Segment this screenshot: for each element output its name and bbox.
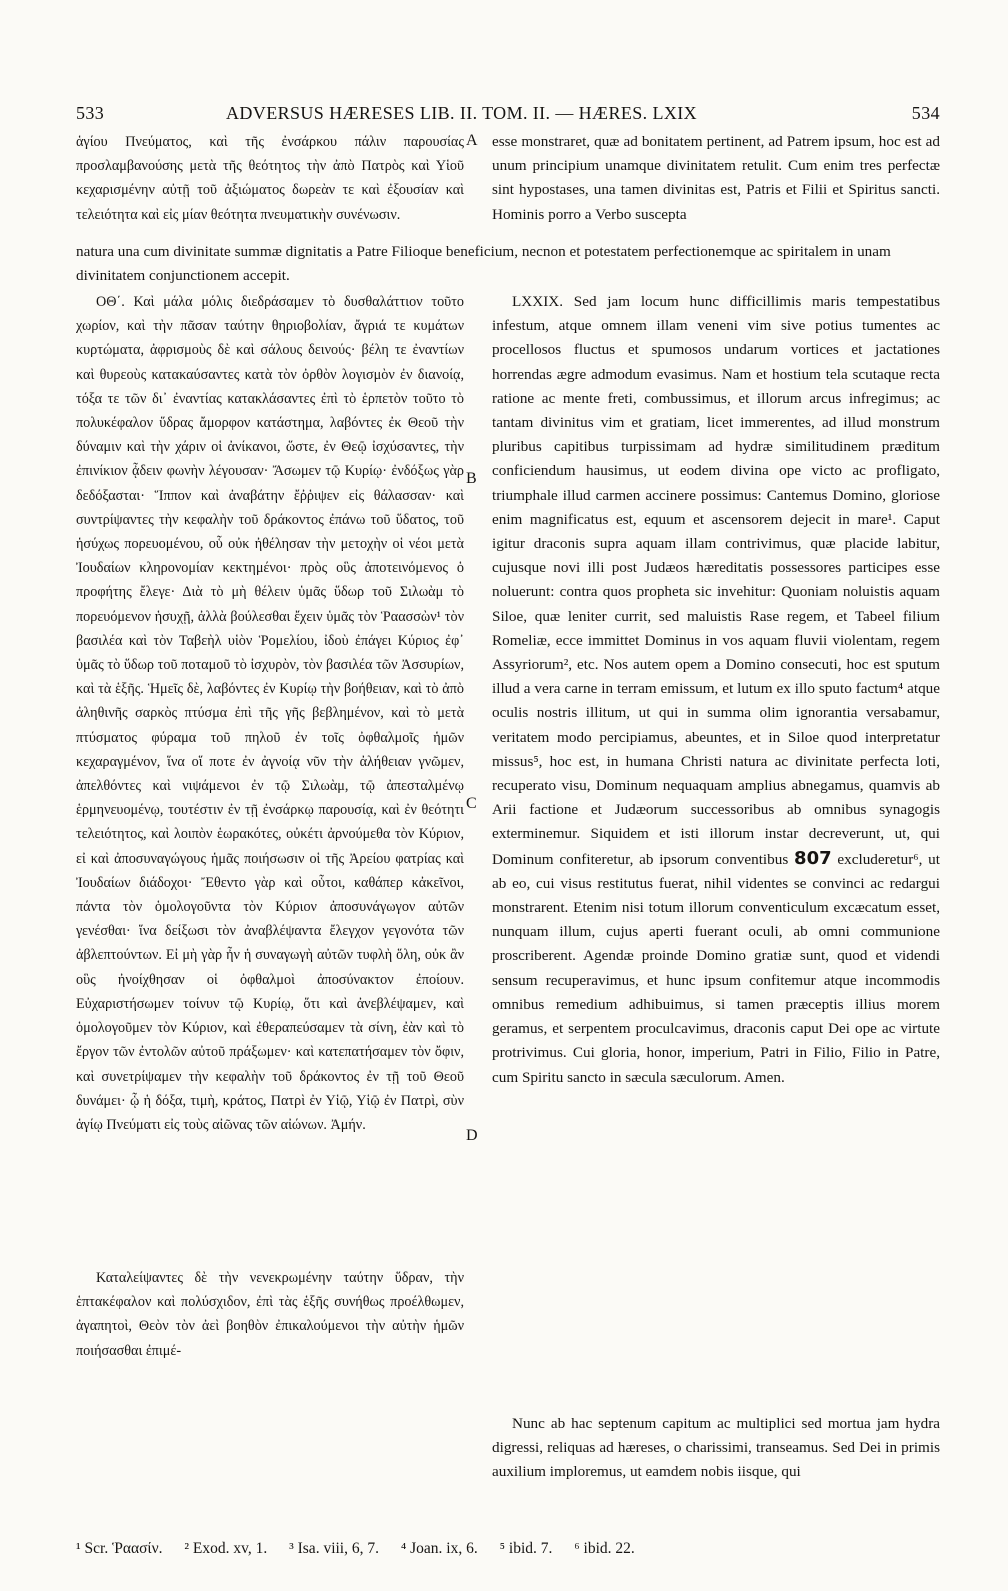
latin-column-top <box>492 130 940 227</box>
latin-main-text: LXXIX. Sed jam locum hunc difficillimis maris tempestatibus infestum, atque omnem illam veneni vim sive potius tumentes ac procellosos fluctus et spumosos undarum vortices et jactationes horrendas ægre admodum evasimus. Nam et hostium tela scutaque recta ratione ac mente freti, combussimus, et illorum arcus infregimus; ac tantam divinitus vim et gratiam, licet immerentes, ad illud monstrum pluribus capitibus turpissimam ad hydræ similitudinem præditum conficiendum hausimus, ut eodem divina ope victo ac profligato, triumphale illud carmen accinere possimus: Cantemus Domino, gloriose enim magnificatus est, equum et ascensorem dejecit in mare¹. Caput igitur draconis supra aquam illam contrivimus, quæ placide labitur, cujusque novi illi post Judæos hæreditatis possessores participes esse noluerunt: contra quos propheta sic invehitur: Quoniam noluistis aquam Siloe, quæ leniter currit, sed maluistis Rase regem, et Tabeel filium Romeliæ, ecce immittet Dominus in vos aquam fluvii violentam, regem Assyriorum², etc. Nos autem opem a Domino consecuti, hoc est sputum illud a vera carne in terram emissum, et lutum ex illo sputo factum⁴ atque oculis nostris illitum, ut qui in summa olim ignorantia versabamur, veritatem modo percipiamus, abeuntes, et in Siloe quod interpretatur missus⁵, hoc est, in humana Christi natura ac divinitate perfecta loti, recuperato visu, Dominum nequaquam amplius abnegamus, quamvis ab Arii factione et Judæorum successoribus ab omnibus synagogis exterminemur. Siquidem et isti illorum instar decreverunt, ut, qui Dominum confiteretur, ab ipsorum conventibus <box>492 293 940 868</box>
latin-column-tail <box>492 1412 940 1485</box>
page-number-left: 533 <box>76 103 105 123</box>
latin-paragraph-main <box>492 290 940 1090</box>
latin-paragraph-top: esse monstraret, quæ ad bonitatem pertinent, ad Patrem ipsum, hoc est ad unum principium unamque divinitatem retulit. Cum enim tres perfectæ sint hypostases, una tamen divinitas est, Patris et Filii et Spiritus sancti. Hominis porro a Verbo suscepta <box>492 133 940 223</box>
greek-column-main <box>76 290 464 1137</box>
greek-paragraph-tail: Καταλείψαντες δὲ τὴν νενεκρωμένην ταύτην ὕδραν, τὴν ἑπτακέφαλον καὶ πολύσχιδον, ἐπὶ τὰς ἑξῆς συνήθως προέλθωμεν, ἀγαπητοὶ, Θεὸν τὸν ἀεὶ βοηθὸν ἐπικαλούμενοι τὴν αὐτὴν ἡμῶν ποιήσασθαι ἐπιμέ- <box>76 1270 464 1359</box>
margin-marker-b: B <box>466 470 477 487</box>
greek-column-top <box>76 130 464 227</box>
footnote-6: ⁶ ibid. 22. <box>574 1540 635 1557</box>
latin-main-text-rest: excluderetur⁶, ut ab eo, cui visus restitutus fuerat, nihil videntes se convinci ac redargui monstrarent. Etenim nisi totum illorum conventiculum excæcatum esset, nunquam illum, cujus aperti fuerant oculi, ab omni communione proscriberent. Agendæ proinde Domino gratiæ sunt, quod et videndi sensum recuperavimus, et hunc ipsum confitemur atque incommodis omnibus remedium adhibuimus, si tamen præceptis illius morem geramus, et serpentem proculcavimus, draconis caput Dei ope ac virtute protrivimus. Cui gloria, honor, imperium, Patri in Filio, Filio in Patre, cum Spiritu sancto in sæcula sæculorum. Amen. <box>492 850 940 1086</box>
footnotes <box>76 1540 940 1564</box>
latin-bridge-text <box>76 240 940 288</box>
footnote-1: ¹ Scr. Ῥαασίν. <box>76 1540 163 1557</box>
running-title: ADVERSUS HÆRESES LIB. II. TOM. II. — HÆRES. LXIX <box>226 103 698 123</box>
greek-paragraph-top: ἁγίου Πνεύματος, καὶ τῆς ἐνσάρκου πάλιν παρουσίας προσλαμβανούσης μετὰ τῆς θεότητος τὴν ἀπὸ Πατρὸς καὶ Υἱοῦ κεχαρισμένην αὐτῇ τοῦ ἀξιώματος δωρεὰν τε καὶ ἐξουσίαν καὶ τελειότητα καὶ εἰς μίαν θεότητα πνευματικὴν συνένωσιν. <box>76 134 464 223</box>
latin-paragraph-tail: Nunc ab hac septenum capitum ac multiplici sed mortua jam hydra digressi, reliquas ad hæreses, o charissimi, transeamus. Sed Dei in primis auxilium imploremus, ut eamdem nobis iisque, qui <box>492 1415 940 1481</box>
margin-marker-d: D <box>466 1127 478 1144</box>
margin-marker-c: C <box>466 795 477 812</box>
footnote-4: ⁴ Joan. ix, 6. <box>400 1540 478 1557</box>
latin-column-main <box>492 290 940 1090</box>
footnote-3: ³ Isa. viii, 6, 7. <box>289 1540 379 1557</box>
margin-marker-a: A <box>466 132 478 149</box>
latin-bridge-paragraph: natura una cum divinitate summæ dignitatis a Patre Filioque beneficium, necnon et potestatem perfectionemque ac spiritalem in unam divinitatem conjunctionem accepit. <box>76 243 891 285</box>
column-number: 807 <box>794 847 832 869</box>
footnote-5: ⁵ ibid. 7. <box>499 1540 553 1557</box>
greek-paragraph-main: ΟΘ΄. Καὶ μάλα μόλις διεδράσαμεν τὸ δυσθαλάττιον τοῦτο χωρίον, καὶ τὴν πᾶσαν ταύτην θηριοβολίαν, ἄγριά τε κυμάτων κυρτώματα, ἀφρισμοὺς δὲ καὶ σάλους δεινούς· βέλη τε ἐναντίων καὶ θυρεοὺς κατακαύσαντες κατὰ τὸν ὀρθὸν λογισμὸν ἐν διανοίᾳ, τόξα τε τῶν δι᾽ ἐναντίας κατακλάσαντες ἐπὶ τὸ ἑρπετὸν τοῦτο τὸ πολυκέφαλον ὕδρας ἄμορφον κατάστημα, λαβόντες ἐκ Θεοῦ τὴν δύναμιν καὶ τὴν χάριν οἱ ἀνίκανοι, ὥστε, ἐν Θεῷ ἰσχύσαντες, τὴν ἐπινίκιον ᾆδειν φωνὴν λέγουσαν· Ἄσωμεν τῷ Κυρίῳ· ἐνδόξως γὰρ δεδόξασται· Ἵππον καὶ ἀναβάτην ἔῤῥιψεν εἰς θάλασσαν· καὶ συντρίψαντες τὴν κεφαλὴν τοῦ δράκοντος ἐπάνω τοῦ ὕδατος, τοῦ ἡσύχως πορευομένου, οὗ οὐκ ἠθέλησαν τὴν μετοχὴν οἱ νέοι μετὰ Ἰουδαίων κληρονομίαν κεκτημένοι· πρὸς οὓς ἀποτεινόμενος ὁ προφήτης ἔλεγε· Διὰ τὸ μὴ θέλειν ὑμᾶς ὕδωρ τοῦ Σιλωὰμ τὸ πορευόμενον ἡσυχῇ, ἀλλὰ βούλεσθαι ἔχειν ὑμᾶς τὸν Ῥαασσὼν¹ τὸν βασιλέα καὶ τὸν Ταβεὴλ υἱὸν Ῥομελίου, ἰδοὺ ἐπάγει Κύριος ἐφ᾽ ὑμᾶς τὸ ὕδωρ τοῦ ποταμοῦ τὸ ἰσχυρὸν, τὸν βασιλέα τῶν Ἀσσυρίων, καὶ τὰ ἑξῆς. Ἡμεῖς δὲ, λαβόντες ἐν Κυρίῳ τὴν βοήθειαν, καὶ τὸ ἀπὸ ἀληθινῆς σαρκὸς πτύσμα ἐπὶ τῆς γῆς βεβλημένον, καὶ τὸ μετὰ πτύσματος φύραμα τοῦ πηλοῦ ἐν τοῖς ὀφθαλμοῖς ἡμῶν κεχαραγμένον, ἵνα οἵ ποτε ἐν ἀγνοίᾳ νῦν τὴν ἀλήθειαν γνῶμεν, ἀπελθόντες καὶ νιψάμενοι ἐν τῷ Σιλωὰμ, τῷ ἀπεσταλμένῳ ἑρμηνευομένῳ, τουτέστιν ἐν τῇ ἐνσάρκῳ παρουσίᾳ, καὶ ἐν θεότητι τελειότητος, καὶ λοιπὸν ἑωρακότες, οὐκέτι ἀρνούμεθα τὸν Κύριον, εἰ καὶ ἀποσυναγώγους ἡμᾶς ποιήσωσιν οἱ τῆς Ἀρείου φατρίας καὶ Ἰουδαίων διάδοχοι· Ἔθεντο γὰρ καὶ οὗτοι, καθάπερ κἀκεῖνοι, πάντα τὸν ὁμολογοῦντα τὸν Κύριον ἀποσυνάγωγον αὐτῶν γενέσθαι· ἵνα δείξωσι τὸν ἀναβλέψαντα ἔλεγχον γεγονότα τῶν ἀβλεπτούντων. Εἰ μὴ γὰρ ἦν ἡ συναγωγὴ αὐτῶν τυφλὴ ὅλη, οὐκ ἂν οὓς ἠνοίχθησαν οἱ ὀφθαλμοὶ ἀποσύνακτον ἐποίουν. Εὐχαριστήσωμεν τοίνυν τῷ Κυρίῳ, ὅτι καὶ ἀνεβλέψαμεν, καὶ ὁμολογοῦμεν τὸν Κύριον, καὶ ἐθεραπεύσαμεν τὰ σίνη, ἐὰν καὶ τὸ ἔργον τῶν ἐντολῶν αὐτοῦ πράξωμεν· καὶ κατεπατήσαμεν τὸν ὄφιν, καὶ συνετρίψαμεν τὴν κεφαλὴν τοῦ δράκοντος ἐν τῇ τοῦ Θεοῦ δυνάμει· ᾧ ἡ δόξα, τιμὴ, κράτος, Πατρὶ ἐν Υἱῷ, Υἱῷ ἐν Πατρὶ, σὺν ἁγίῳ Πνεύματι εἰς τοὺς αἰῶνας τῶν αἰώνων. Ἀμήν. <box>76 294 464 1133</box>
footnote-2: ² Exod. xv, 1. <box>184 1540 268 1557</box>
greek-column-tail <box>76 1266 464 1363</box>
running-head <box>76 103 940 129</box>
page-number-right: 534 <box>911 103 940 123</box>
